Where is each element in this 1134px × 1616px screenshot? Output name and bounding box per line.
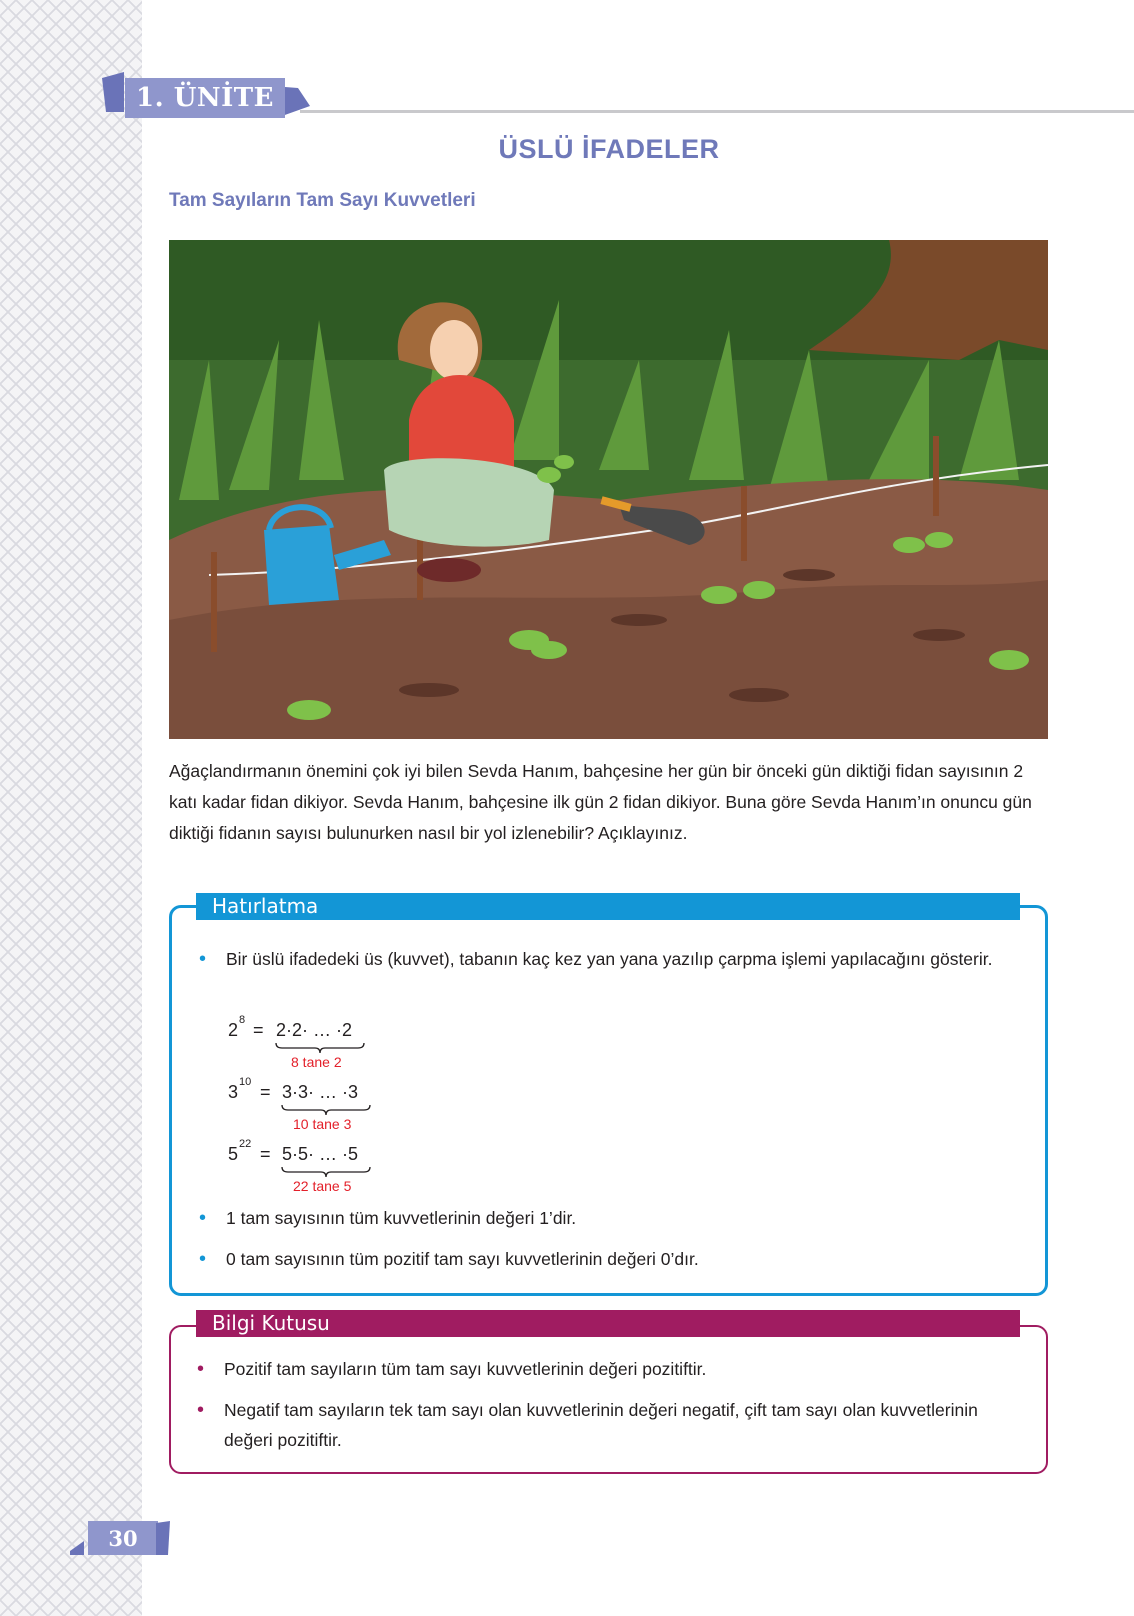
hatirlatma-bullet-1-text: Bir üslü ifadedeki üs (kuvvet), tabanın kaç kez yan yana yazılıp çarpma işlemi yapılacağını gösterir. <box>226 949 993 969</box>
bilgi-bullet-1-text: Pozitif tam sayıların tüm tam sayı kuvvetlerinin değeri pozitiftir. <box>224 1359 707 1379</box>
underbrace-icon <box>281 1166 371 1178</box>
bullet-dot: • <box>197 1399 205 1421</box>
equation-equals: = <box>260 1144 271 1164</box>
equation-product: 5·5· … ·5 <box>282 1144 359 1164</box>
hatirlatma-bullet-2 <box>199 1203 1026 1233</box>
equation-count-label: 8 tane 2 <box>291 1054 342 1070</box>
bullet-dot: • <box>199 1248 207 1270</box>
bilgi-bullet-2-text: Negatif tam sayıların tek tam sayı olan kuvvetlerinin değeri negatif, çift tam sayı olan kuvvetlerinin değeri pozitiftir. <box>224 1400 978 1450</box>
equation-product: 2·2· … ·2 <box>276 1020 353 1040</box>
bilgi-kutusu-title: Bilgi Kutusu <box>196 1310 1020 1337</box>
equation-count-label: 22 tane 5 <box>293 1178 352 1194</box>
equation-base: 5 <box>228 1144 239 1164</box>
header-divider <box>300 110 1134 113</box>
underbrace-icon <box>275 1042 365 1054</box>
equation-equals: = <box>253 1020 264 1040</box>
bullet-dot: • <box>199 948 207 970</box>
equation-count-label: 10 tane 3 <box>293 1116 352 1132</box>
bullet-dot: • <box>199 1207 207 1229</box>
equation-product: 3·3· … ·3 <box>282 1082 359 1102</box>
equation-base: 2 <box>228 1020 239 1040</box>
hatirlatma-bullet-3 <box>199 1244 1026 1274</box>
bullet-dot: • <box>197 1358 205 1380</box>
equation-base: 3 <box>228 1082 239 1102</box>
hatirlatma-bullet-2-text: 1 tam sayısının tüm kuvvetlerinin değeri 1’dir. <box>226 1208 577 1228</box>
page-number: 30 <box>108 1526 138 1551</box>
equation-exponent: 10 <box>239 1076 252 1088</box>
side-decorative-pattern <box>0 0 142 1616</box>
garden-illustration <box>169 240 1048 739</box>
equation-exponent: 22 <box>239 1138 252 1150</box>
equation-exponent: 8 <box>239 1014 246 1026</box>
bilgi-bullet-2 <box>197 1395 1024 1455</box>
hatirlatma-bullet-3-text: 0 tam sayısının tüm pozitif tam sayı kuvvetlerinin değeri 0’dır. <box>226 1249 699 1269</box>
problem-paragraph: Ağaçlandırmanın önemini çok iyi bilen Sevda Hanım, bahçesine her gün bir önceki gün diktiği fidan sayısının 2 katı kadar fidan dikiyor. Sevda Hanım, bahçesine ilk gün 2 fidan dikiyor. Buna göre Sevda Hanım’ın onuncu gün diktiği fidanın sayısı bulunurken nasıl bir yol izlenebilir? Açıklayınız. <box>169 761 1032 843</box>
bilgi-bullet-1 <box>197 1354 1024 1384</box>
hatirlatma-bullet-1 <box>199 944 1026 974</box>
equation-equals: = <box>260 1082 271 1102</box>
underbrace-icon <box>281 1104 371 1116</box>
hatirlatma-title: Hatırlatma <box>196 893 1020 920</box>
page-title: ÜSLÜ İFADELER <box>498 134 720 164</box>
unit-label: 1. ÜNİTE <box>125 78 285 118</box>
section-subtitle: Tam Sayıların Tam Sayı Kuvvetleri <box>169 190 476 211</box>
